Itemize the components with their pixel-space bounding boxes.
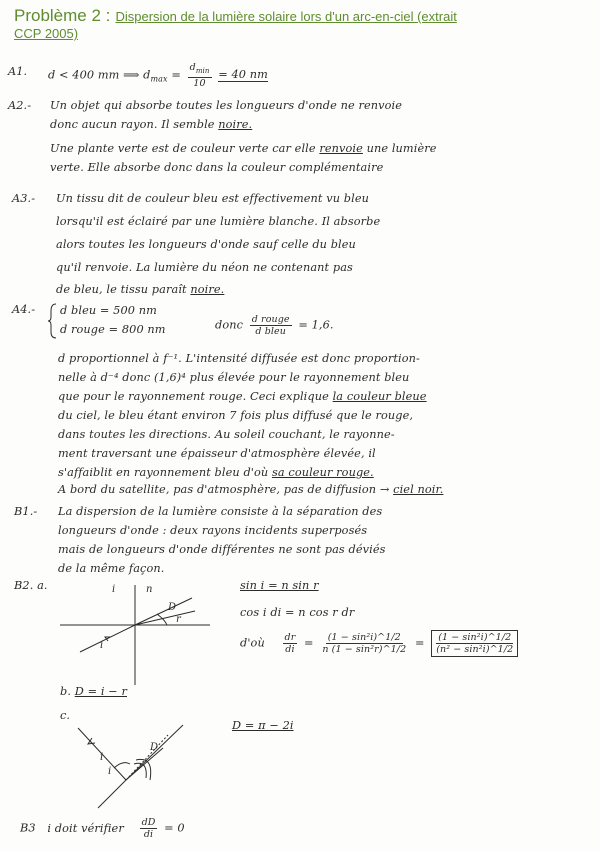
a4-line-2: nelle à d⁻⁴ donc (1,6)⁴ plus élevée pour le rayonnement bleu [58, 371, 410, 384]
a4-couleur-bleue: la couleur bleue [332, 390, 427, 403]
a1-result: = 40 nm [218, 68, 268, 82]
a4-label: A4.- [12, 303, 36, 316]
a1-label: A1. [8, 65, 28, 78]
b2a-frac2 [431, 630, 518, 657]
b2a-label-D: D [168, 602, 177, 613]
b2a-frac1-num: (1 − sin²i)^1/2 [327, 632, 401, 643]
problem-title: Problème 2 : [14, 6, 111, 25]
problem-subtitle: Dispersion de la lumière solaire lors d'un arc-en-ciel (extrait [115, 9, 457, 24]
b1-line-3: mais de longueurs d'onde différentes ne sont pas déviés [58, 543, 386, 556]
a1-den: 10 [193, 77, 206, 89]
a3-noire: noire. [190, 283, 225, 296]
b2a-dr: dr [284, 632, 296, 643]
b2a-incident-ray [80, 625, 135, 652]
a4-ratio-val: = 1,6. [298, 318, 334, 332]
b1-label: B1.- [14, 505, 38, 518]
b1-line-2: longueurs d'onde : deux rayons incidents superposés [58, 524, 368, 537]
b2c-emergent-ray [98, 780, 126, 808]
b2a-frac1-den: n (1 − sin²r)^1/2 [322, 644, 407, 655]
b2a-eq1-text: sin i = n sin r [240, 579, 319, 592]
a4-brace [48, 303, 58, 339]
a4-line-8-text: A bord du satellite, pas d'atmosphère, pas de diffusion → [58, 483, 390, 496]
b2a-label-1: i [112, 584, 116, 595]
a2-line-3 [50, 139, 437, 158]
a4-line-3-text: que pour le rayonnement rouge. Ceci explique [58, 390, 329, 403]
b2c-eq [232, 716, 294, 735]
a4-donc: donc [215, 318, 244, 332]
a1-text: d < 400 mm ⟹ d [48, 68, 151, 82]
title-block [14, 6, 594, 41]
b2a-eq1 [240, 576, 319, 595]
b2b-label: b. [60, 685, 72, 698]
b2c-label-i: i [100, 752, 104, 763]
a4-line-4: du ciel, le bleu étant environ 7 fois plus diffusé que le rouge, [58, 409, 414, 422]
b2a-refraction-diagram [60, 580, 210, 690]
a4-ratio-den: d bleu [255, 326, 286, 337]
b2a-extension [135, 611, 195, 625]
a1-sub: max [150, 74, 168, 84]
a4-d-rouge: d rouge = 800 nm [60, 323, 166, 336]
a3-line-5 [56, 280, 224, 299]
b2a-di: di [285, 644, 295, 655]
b2-label: B2. a. [14, 579, 48, 592]
a1-eq: = [171, 68, 181, 82]
a4-line-5: dans toutes les directions. Au soleil couchant, le rayonne- [58, 428, 395, 441]
a4-ratio-num: d rouge [251, 314, 290, 325]
b2a-frac1 [320, 632, 408, 655]
b3-den: di [143, 829, 154, 840]
b3-text: i doit vérifier [47, 821, 124, 835]
a4-ratio [215, 314, 334, 337]
b3-fraction [140, 817, 158, 840]
b2b-eq: D = i − r [74, 685, 127, 698]
b2c-label: c. [60, 709, 71, 722]
b2a-label-i: i [100, 640, 104, 651]
b2a-frac2-den: (n² − sin²i)^1/2 [436, 644, 514, 655]
a3-line-2: lorsqu'il est éclairé par une lumière blanche. Il absorbe [56, 215, 381, 228]
b1-line-1: La dispersion de la lumière consiste à la séparation des [58, 505, 383, 518]
a4-line-6: ment traversant une épaisseur d'atmosphère élevée, il [58, 447, 376, 460]
a2-line-3-end: une lumière [366, 142, 437, 155]
a4-couleur-rouge: sa couleur rouge. [271, 466, 374, 479]
a2-line-2 [50, 115, 252, 134]
b3-eq: = 0 [164, 821, 185, 835]
a2-renvoie: renvoie [319, 142, 363, 155]
b2a-frac2-num: (1 − sin²i)^1/2 [438, 632, 512, 643]
a1-answer [48, 62, 268, 89]
a2-noire: noire. [218, 118, 253, 131]
a4-line-1: d proportionnel à f⁻¹. L'intensité diffusée est donc proportion- [58, 352, 420, 365]
a4-line-7-text: s'affaiblit en rayonnement bleu d'où [58, 466, 269, 479]
a2-line-1: Un objet qui absorbe toutes les longueurs d'onde ne renvoie [50, 99, 403, 112]
a3-line-4: qu'il renvoie. La lumière du néon ne contenant pas [56, 261, 353, 274]
a4-line-8 [58, 480, 443, 499]
b2b [60, 682, 127, 701]
b2c-label-i2: i [108, 766, 112, 777]
a4-line-3 [58, 387, 427, 406]
a2-line-3-text: Une plante verte est de couleur verte car elle [50, 142, 316, 155]
b2c-label-D: D [150, 742, 159, 753]
b2a-dr-di [283, 632, 298, 655]
b3-num: dD [141, 817, 156, 828]
a1-num: d [189, 62, 196, 73]
a4-d-bleu: d bleu = 500 nm [60, 304, 157, 317]
b1-line-4: de la même façon. [58, 562, 165, 575]
a3-line-5-text: de bleu, le tissu paraît [56, 283, 187, 296]
a4-ratio-fraction [250, 314, 292, 337]
b2a-label-n: n [146, 584, 153, 595]
b2a-label-r: r [176, 614, 181, 625]
a1-fraction [188, 62, 212, 89]
b2a-eq2: cos i di = n cos r dr [240, 606, 355, 619]
a3-line-1: Un tissu dit de couleur bleu est effectivement vu bleu [56, 192, 370, 205]
a1-num-sub: min [195, 66, 210, 75]
b2a-refracted-ray [135, 598, 192, 625]
a3-label: A3.- [12, 192, 36, 205]
b2a-dou: d'où [240, 636, 265, 650]
b3-label: B3 [20, 821, 36, 835]
b3 [20, 817, 185, 840]
b2a-eq3: d'où $\frac{dr}{di}$ = $\frac{\text{(1 − sin²i)\textasciicircum{}1/2}}{\text{n (1 − sin²r)\textasciicircum{}1/2}}$ = $\frac{\text{(1 − sin²i)\textasciicircum{}1/2}}{\text{(n² − sin²i)\textasciicircum{}1/2}}$ [240, 630, 521, 657]
a2-line-2-text: donc aucun rayon. Il semble [50, 118, 215, 131]
b2c-droplet-diagram [68, 720, 228, 810]
a2-line-4: verte. Elle absorbe donc dans la couleur complémentaire [50, 161, 384, 174]
a3-line-3: alors toutes les longueurs d'onde sauf celle du bleu [56, 238, 356, 251]
a4-ciel-noir: ciel noir. [393, 483, 444, 496]
b2c-eq-text: D = π − 2i [232, 719, 294, 732]
problem-subtitle-line2: CCP 2005) [14, 26, 79, 41]
a2-label: A2.- [8, 99, 32, 112]
